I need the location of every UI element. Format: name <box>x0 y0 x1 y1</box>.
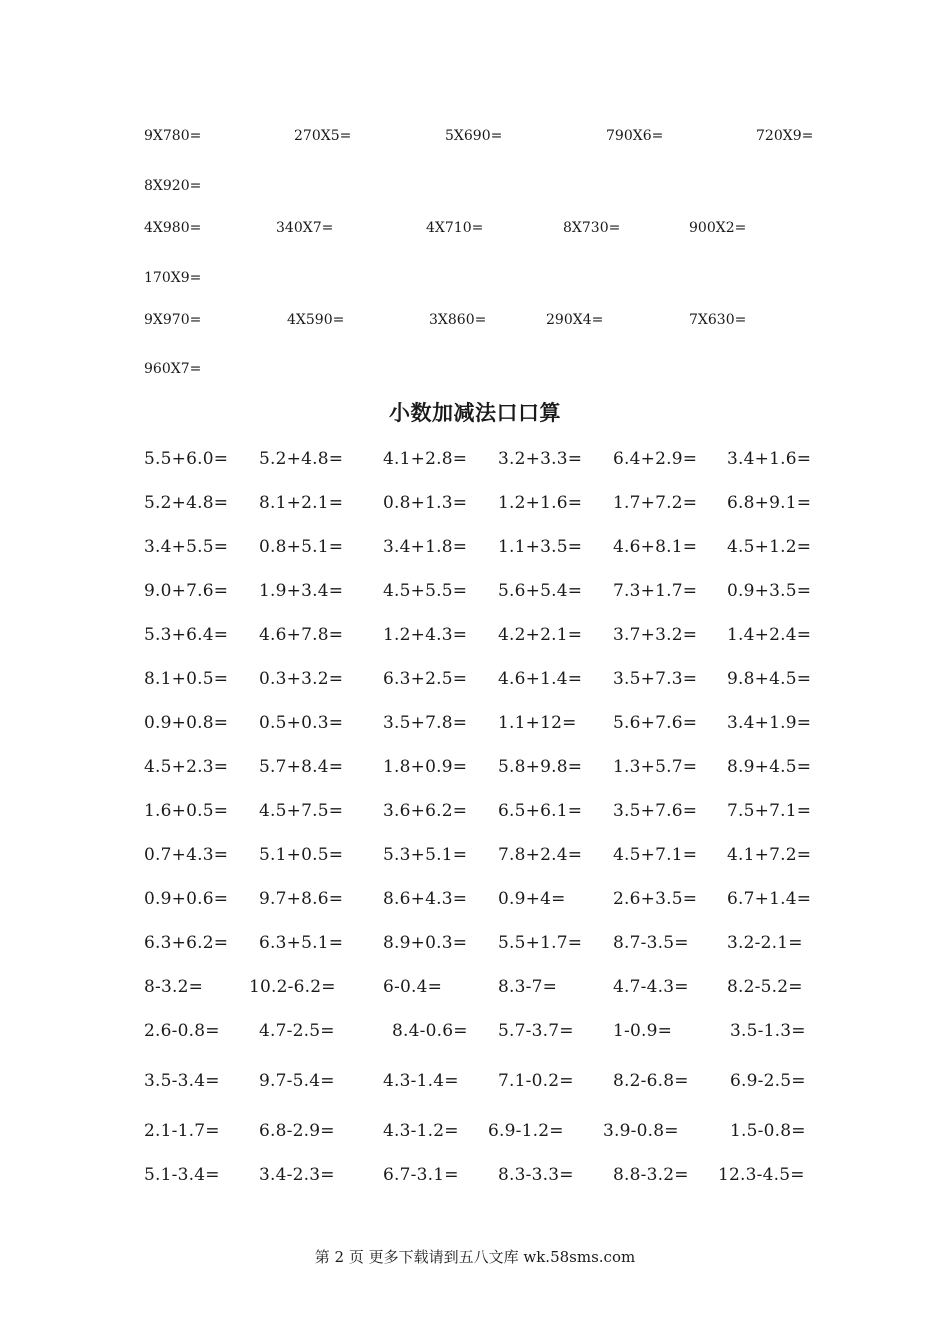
decimal-problem: 6.7+1.4= <box>727 889 812 909</box>
decimal-problem: 5.6+5.4= <box>498 581 583 601</box>
decimal-problem: 8.4-0.6= <box>392 1021 468 1041</box>
decimal-problem: 5.3+5.1= <box>383 845 468 865</box>
mult-problem: 960X7= <box>144 361 202 377</box>
decimal-problem: 6.3+6.2= <box>144 933 229 953</box>
decimal-problem: 6.8+9.1= <box>727 493 812 513</box>
decimal-problem: 1.2+1.6= <box>498 493 583 513</box>
decimal-problem: 9.7-5.4= <box>259 1071 335 1091</box>
mult-row-2 <box>0 178 950 202</box>
decimal-problem: 1.2+4.3= <box>383 625 468 645</box>
decimal-problem: 1.3+5.7= <box>613 757 698 777</box>
decimal-row-8 <box>0 757 950 783</box>
decimal-problem: 6.5+6.1= <box>498 801 583 821</box>
decimal-problem: 3.5+7.8= <box>383 713 468 733</box>
decimal-problem: 3.9-0.8= <box>603 1121 679 1141</box>
decimal-problem: 8.2-6.8= <box>613 1071 689 1091</box>
decimal-problem: 4.5+7.1= <box>613 845 698 865</box>
decimal-problem: 9.0+7.6= <box>144 581 229 601</box>
decimal-row-4 <box>0 581 950 607</box>
decimal-row-5 <box>0 625 950 651</box>
decimal-problem: 5.6+7.6= <box>613 713 698 733</box>
decimal-problem: 7.3+1.7= <box>613 581 698 601</box>
decimal-problem: 4.1+2.8= <box>383 449 468 469</box>
decimal-problem: 1.7+7.2= <box>613 493 698 513</box>
decimal-problem: 4.2+2.1= <box>498 625 583 645</box>
mult-problem: 5X690= <box>445 128 503 144</box>
decimal-row-12 <box>0 933 950 959</box>
decimal-problem: 7.8+2.4= <box>498 845 583 865</box>
decimal-problem: 0.9+0.8= <box>144 713 229 733</box>
decimal-problem: 0.9+3.5= <box>727 581 812 601</box>
decimal-problem: 3.5+7.6= <box>613 801 698 821</box>
mult-problem: 8X920= <box>144 178 202 194</box>
decimal-problem: 3.4+1.6= <box>727 449 812 469</box>
decimal-row-1 <box>0 449 950 475</box>
mult-problem: 4X710= <box>426 220 484 236</box>
decimal-problem: 4.7-2.5= <box>259 1021 335 1041</box>
section-title: 小数加减法口口算 <box>389 400 561 425</box>
mult-row-6 <box>0 361 950 385</box>
decimal-problem: 7.1-0.2= <box>498 1071 574 1091</box>
page-footer: 第 2 页 更多下载请到五八文库 wk.58sms.com <box>314 1248 636 1266</box>
decimal-problem: 5.5+6.0= <box>144 449 229 469</box>
decimal-row-11 <box>0 889 950 915</box>
decimal-problem: 4.6+8.1= <box>613 537 698 557</box>
decimal-problem: 5.7-3.7= <box>498 1021 574 1041</box>
mult-problem: 9X970= <box>144 312 202 328</box>
decimal-problem: 10.2-6.2= <box>249 977 336 997</box>
decimal-problem: 4.3-1.4= <box>383 1071 459 1091</box>
decimal-problem: 4.1+7.2= <box>727 845 812 865</box>
decimal-problem: 3.5-3.4= <box>144 1071 220 1091</box>
decimal-problem: 4.5+1.2= <box>727 537 812 557</box>
mult-row-1 <box>0 128 950 152</box>
decimal-problem: 5.8+9.8= <box>498 757 583 777</box>
decimal-problem: 3.2+3.3= <box>498 449 583 469</box>
decimal-problem: 9.8+4.5= <box>727 669 812 689</box>
decimal-problem: 8.7-3.5= <box>613 933 689 953</box>
decimal-row-9 <box>0 801 950 827</box>
decimal-problem: 6-0.4= <box>383 977 443 997</box>
decimal-problem: 9.7+8.6= <box>259 889 344 909</box>
decimal-problem: 8.3-3.3= <box>498 1165 574 1185</box>
decimal-problem: 6.9-1.2= <box>488 1121 564 1141</box>
decimal-problem: 5.5+1.7= <box>498 933 583 953</box>
decimal-row-17 <box>0 1165 950 1191</box>
decimal-problem: 3.5-1.3= <box>730 1021 806 1041</box>
decimal-problem: 5.1-3.4= <box>144 1165 220 1185</box>
decimal-problem: 4.5+5.5= <box>383 581 468 601</box>
decimal-problem: 2.6+3.5= <box>613 889 698 909</box>
decimal-problem: 3.4+1.8= <box>383 537 468 557</box>
decimal-problem: 8.9+0.3= <box>383 933 468 953</box>
decimal-problem: 5.2+4.8= <box>259 449 344 469</box>
decimal-row-14 <box>0 1021 950 1047</box>
decimal-problem: 5.7+8.4= <box>259 757 344 777</box>
decimal-problem: 8.6+4.3= <box>383 889 468 909</box>
decimal-problem: 2.1-1.7= <box>144 1121 220 1141</box>
decimal-problem: 6.8-2.9= <box>259 1121 335 1141</box>
mult-problem: 9X780= <box>144 128 202 144</box>
decimal-problem: 1.8+0.9= <box>383 757 468 777</box>
decimal-problem: 1.1+12= <box>498 713 577 733</box>
decimal-problem: 1.5-0.8= <box>730 1121 806 1141</box>
decimal-problem: 2.6-0.8= <box>144 1021 220 1041</box>
mult-problem: 3X860= <box>429 312 487 328</box>
decimal-row-2 <box>0 493 950 519</box>
decimal-problem: 8.1+2.1= <box>259 493 344 513</box>
decimal-problem: 0.8+5.1= <box>259 537 344 557</box>
decimal-problem: 1.6+0.5= <box>144 801 229 821</box>
decimal-problem: 0.7+4.3= <box>144 845 229 865</box>
decimal-problem: 5.3+6.4= <box>144 625 229 645</box>
mult-problem: 720X9= <box>756 128 814 144</box>
decimal-problem: 4.3-1.2= <box>383 1121 459 1141</box>
mult-problem: 790X6= <box>606 128 664 144</box>
decimal-problem: 1.9+3.4= <box>259 581 344 601</box>
decimal-problem: 4.5+2.3= <box>144 757 229 777</box>
decimal-row-15 <box>0 1071 950 1097</box>
decimal-problem: 6.4+2.9= <box>613 449 698 469</box>
decimal-problem: 3.6+6.2= <box>383 801 468 821</box>
decimal-problem: 8.2-5.2= <box>727 977 803 997</box>
decimal-row-16 <box>0 1121 950 1147</box>
decimal-problem: 4.6+1.4= <box>498 669 583 689</box>
decimal-problem: 12.3-4.5= <box>718 1165 805 1185</box>
decimal-problem: 6.9-2.5= <box>730 1071 806 1091</box>
decimal-row-7 <box>0 713 950 739</box>
decimal-problem: 3.4+5.5= <box>144 537 229 557</box>
decimal-row-3 <box>0 537 950 563</box>
mult-problem: 340X7= <box>276 220 334 236</box>
decimal-problem: 4.7-4.3= <box>613 977 689 997</box>
decimal-row-13 <box>0 977 950 1003</box>
mult-problem: 4X590= <box>287 312 345 328</box>
decimal-problem: 3.2-2.1= <box>727 933 803 953</box>
decimal-problem: 3.4+1.9= <box>727 713 812 733</box>
mult-problem: 290X4= <box>546 312 604 328</box>
decimal-problem: 8.9+4.5= <box>727 757 812 777</box>
decimal-problem: 4.6+7.8= <box>259 625 344 645</box>
decimal-row-6 <box>0 669 950 695</box>
mult-row-3 <box>0 220 950 244</box>
mult-problem: 170X9= <box>144 270 202 286</box>
decimal-problem: 8.1+0.5= <box>144 669 229 689</box>
decimal-problem: 8-3.2= <box>144 977 204 997</box>
decimal-problem: 1.4+2.4= <box>727 625 812 645</box>
decimal-problem: 7.5+7.1= <box>727 801 812 821</box>
decimal-problem: 5.2+4.8= <box>144 493 229 513</box>
decimal-problem: 3.4-2.3= <box>259 1165 335 1185</box>
mult-problem: 270X5= <box>294 128 352 144</box>
decimal-problem: 1-0.9= <box>613 1021 673 1041</box>
decimal-problem: 3.7+3.2= <box>613 625 698 645</box>
mult-problem: 7X630= <box>689 312 747 328</box>
mult-problem: 900X2= <box>689 220 747 236</box>
decimal-problem: 4.5+7.5= <box>259 801 344 821</box>
mult-row-5 <box>0 312 950 336</box>
decimal-problem: 3.5+7.3= <box>613 669 698 689</box>
decimal-row-10 <box>0 845 950 871</box>
decimal-problem: 1.1+3.5= <box>498 537 583 557</box>
decimal-problem: 0.9+0.6= <box>144 889 229 909</box>
decimal-problem: 0.3+3.2= <box>259 669 344 689</box>
decimal-problem: 6.7-3.1= <box>383 1165 459 1185</box>
decimal-problem: 6.3+2.5= <box>383 669 468 689</box>
decimal-problem: 0.9+4= <box>498 889 566 909</box>
mult-problem: 8X730= <box>563 220 621 236</box>
mult-row-4 <box>0 270 950 294</box>
decimal-problem: 5.1+0.5= <box>259 845 344 865</box>
decimal-problem: 6.3+5.1= <box>259 933 344 953</box>
decimal-problem: 0.8+1.3= <box>383 493 468 513</box>
decimal-problem: 0.5+0.3= <box>259 713 344 733</box>
decimal-problem: 8.3-7= <box>498 977 558 997</box>
decimal-problem: 8.8-3.2= <box>613 1165 689 1185</box>
mult-problem: 4X980= <box>144 220 202 236</box>
